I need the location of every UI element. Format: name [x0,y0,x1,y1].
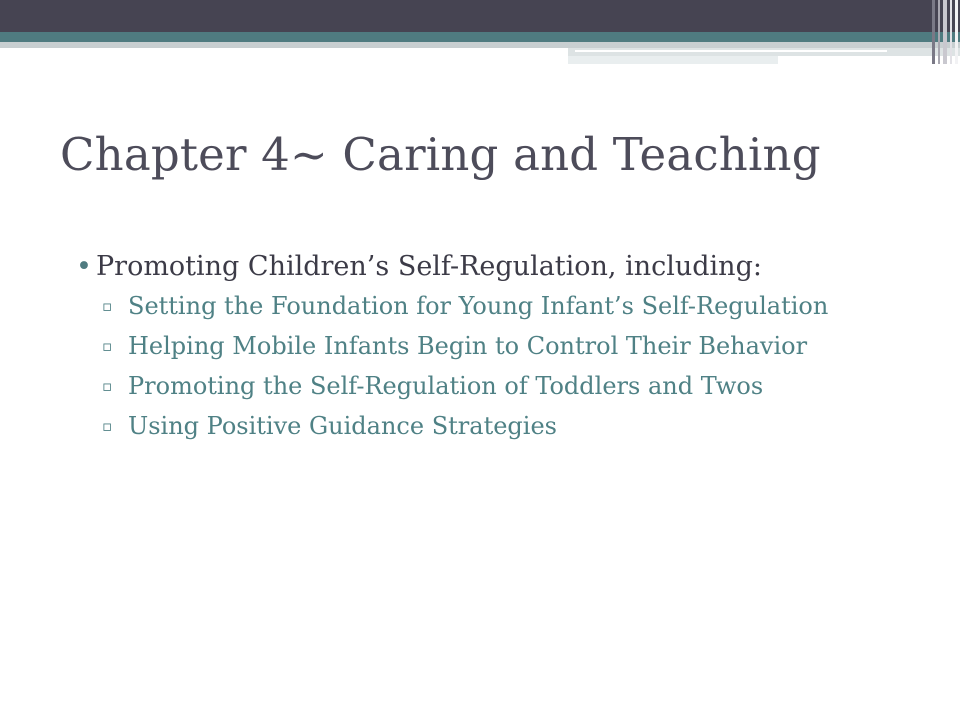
sub-bullet-marker: ▫ [102,337,113,355]
sub-bullet-item [102,330,926,362]
sub-bullet-item [102,370,926,402]
slide-body [76,250,926,450]
header-band-line [575,50,887,52]
header-band-dark [0,0,960,32]
bullet-marker: • [76,251,92,282]
header-band-teal [0,32,960,42]
sub-bullet-marker: ▫ [102,297,113,315]
header-stripes [930,0,960,64]
sub-bullet-marker: ▫ [102,417,113,435]
sub-bullet-list [76,290,926,442]
bullet-text: Promoting Children’s Self-Regulation, including: [96,251,762,282]
sub-bullet-text: Helping Mobile Infants Begin to Control Their Behavior [128,332,808,360]
slide-title: Chapter 4~ Caring and Teaching [60,128,821,181]
sub-bullet-text: Using Positive Guidance Strategies [128,412,557,440]
sub-bullet-item [102,410,926,442]
sub-bullet-text: Promoting the Self-Regulation of Toddlers and Twos [128,372,764,400]
bullet-item [76,250,926,284]
sub-bullet-marker: ▫ [102,377,113,395]
sub-bullet-item [102,290,926,322]
header-band-step-lower [568,56,778,64]
sub-bullet-text: Setting the Foundation for Young Infant’s Self-Regulation [128,292,829,320]
